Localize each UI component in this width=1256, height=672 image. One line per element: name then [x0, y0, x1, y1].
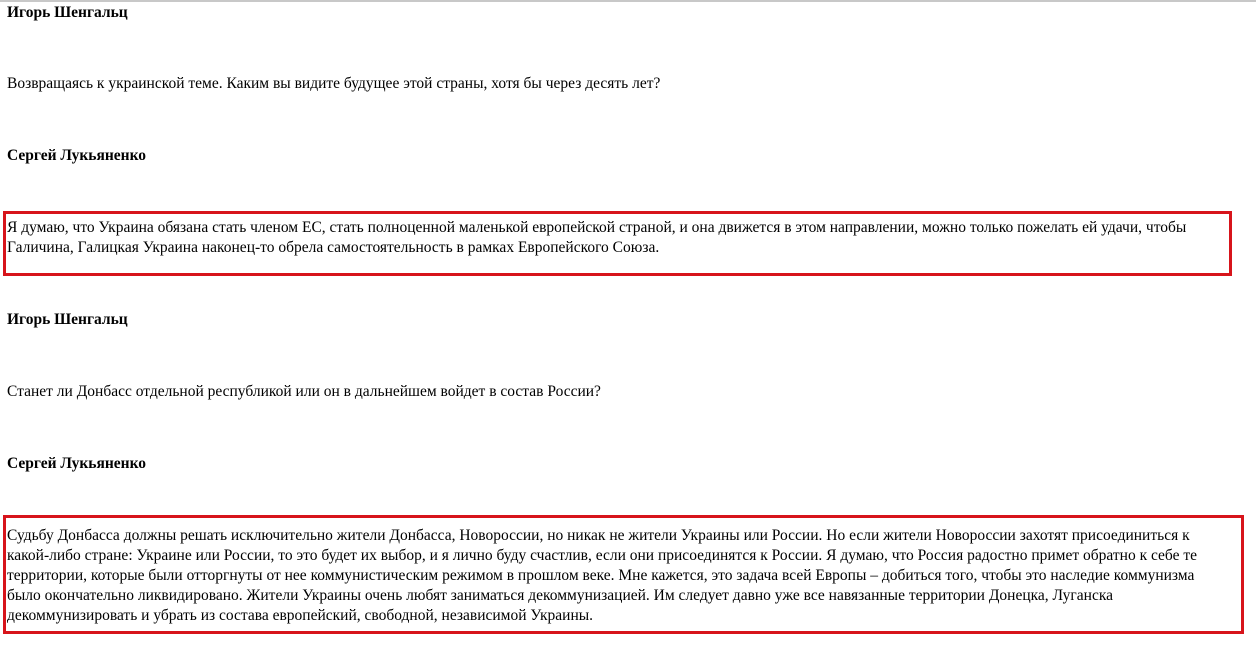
top-divider — [0, 0, 1256, 2]
speaker-name: Сергей Лукьяненко — [7, 455, 147, 472]
question-text: Возвращаясь к украинской теме. Каким вы видите будущее этой страны, хотя бы через десять лет? — [7, 75, 661, 92]
speaker-name: Игорь Шенгальц — [7, 4, 128, 21]
answer-line: Галичина, Галицкая Украина наконец-то обрела самостоятельность в рамках Европейского Союза. — [7, 239, 660, 256]
question-text: Станет ли Донбасс отдельной республикой или он в дальнейшем войдет в состав России? — [7, 383, 601, 400]
speaker-name: Игорь Шенгальц — [7, 311, 128, 328]
answer-line: территории, которые были отторгнуты от нее коммунистическим режимом в прошлом веке. Мне кажется, это задача всей Европы – добиться того, чтобы это наследие коммунизма — [7, 567, 1195, 584]
answer-line: Судьбу Донбасса должны решать исключительно жители Донбасса, Новороссии, но никак не жители Украины или России. Но если жители Новороссии захотят присоединиться к — [7, 527, 1190, 544]
answer-text — [7, 218, 1232, 258]
answer-text — [7, 526, 1242, 626]
speaker-name: Сергей Лукьяненко — [7, 147, 147, 164]
answer-line: Я думаю, что Украина обязана стать членом ЕС, стать полноценной маленькой европейской страной, и она движется в этом направлении, можно только пожелать ей удачи, чтобы — [7, 219, 1187, 236]
answer-line: декоммунизировать и убрать из состава европейский, свободной, независимой Украины. — [7, 607, 594, 624]
answer-line: было окончательно ликвидировано. Жители Украины очень любят заниматься декоммунизацией. Им следует давно уже все навязанные территории Донецка, Луганска — [7, 587, 1114, 604]
answer-line: какой-либо стране: Украине или России, то это будет их выбор, и я лично буду счастлив, если они присоединятся к России. Я думаю, что Россия радостно примет обратно к себе те — [7, 547, 1198, 564]
